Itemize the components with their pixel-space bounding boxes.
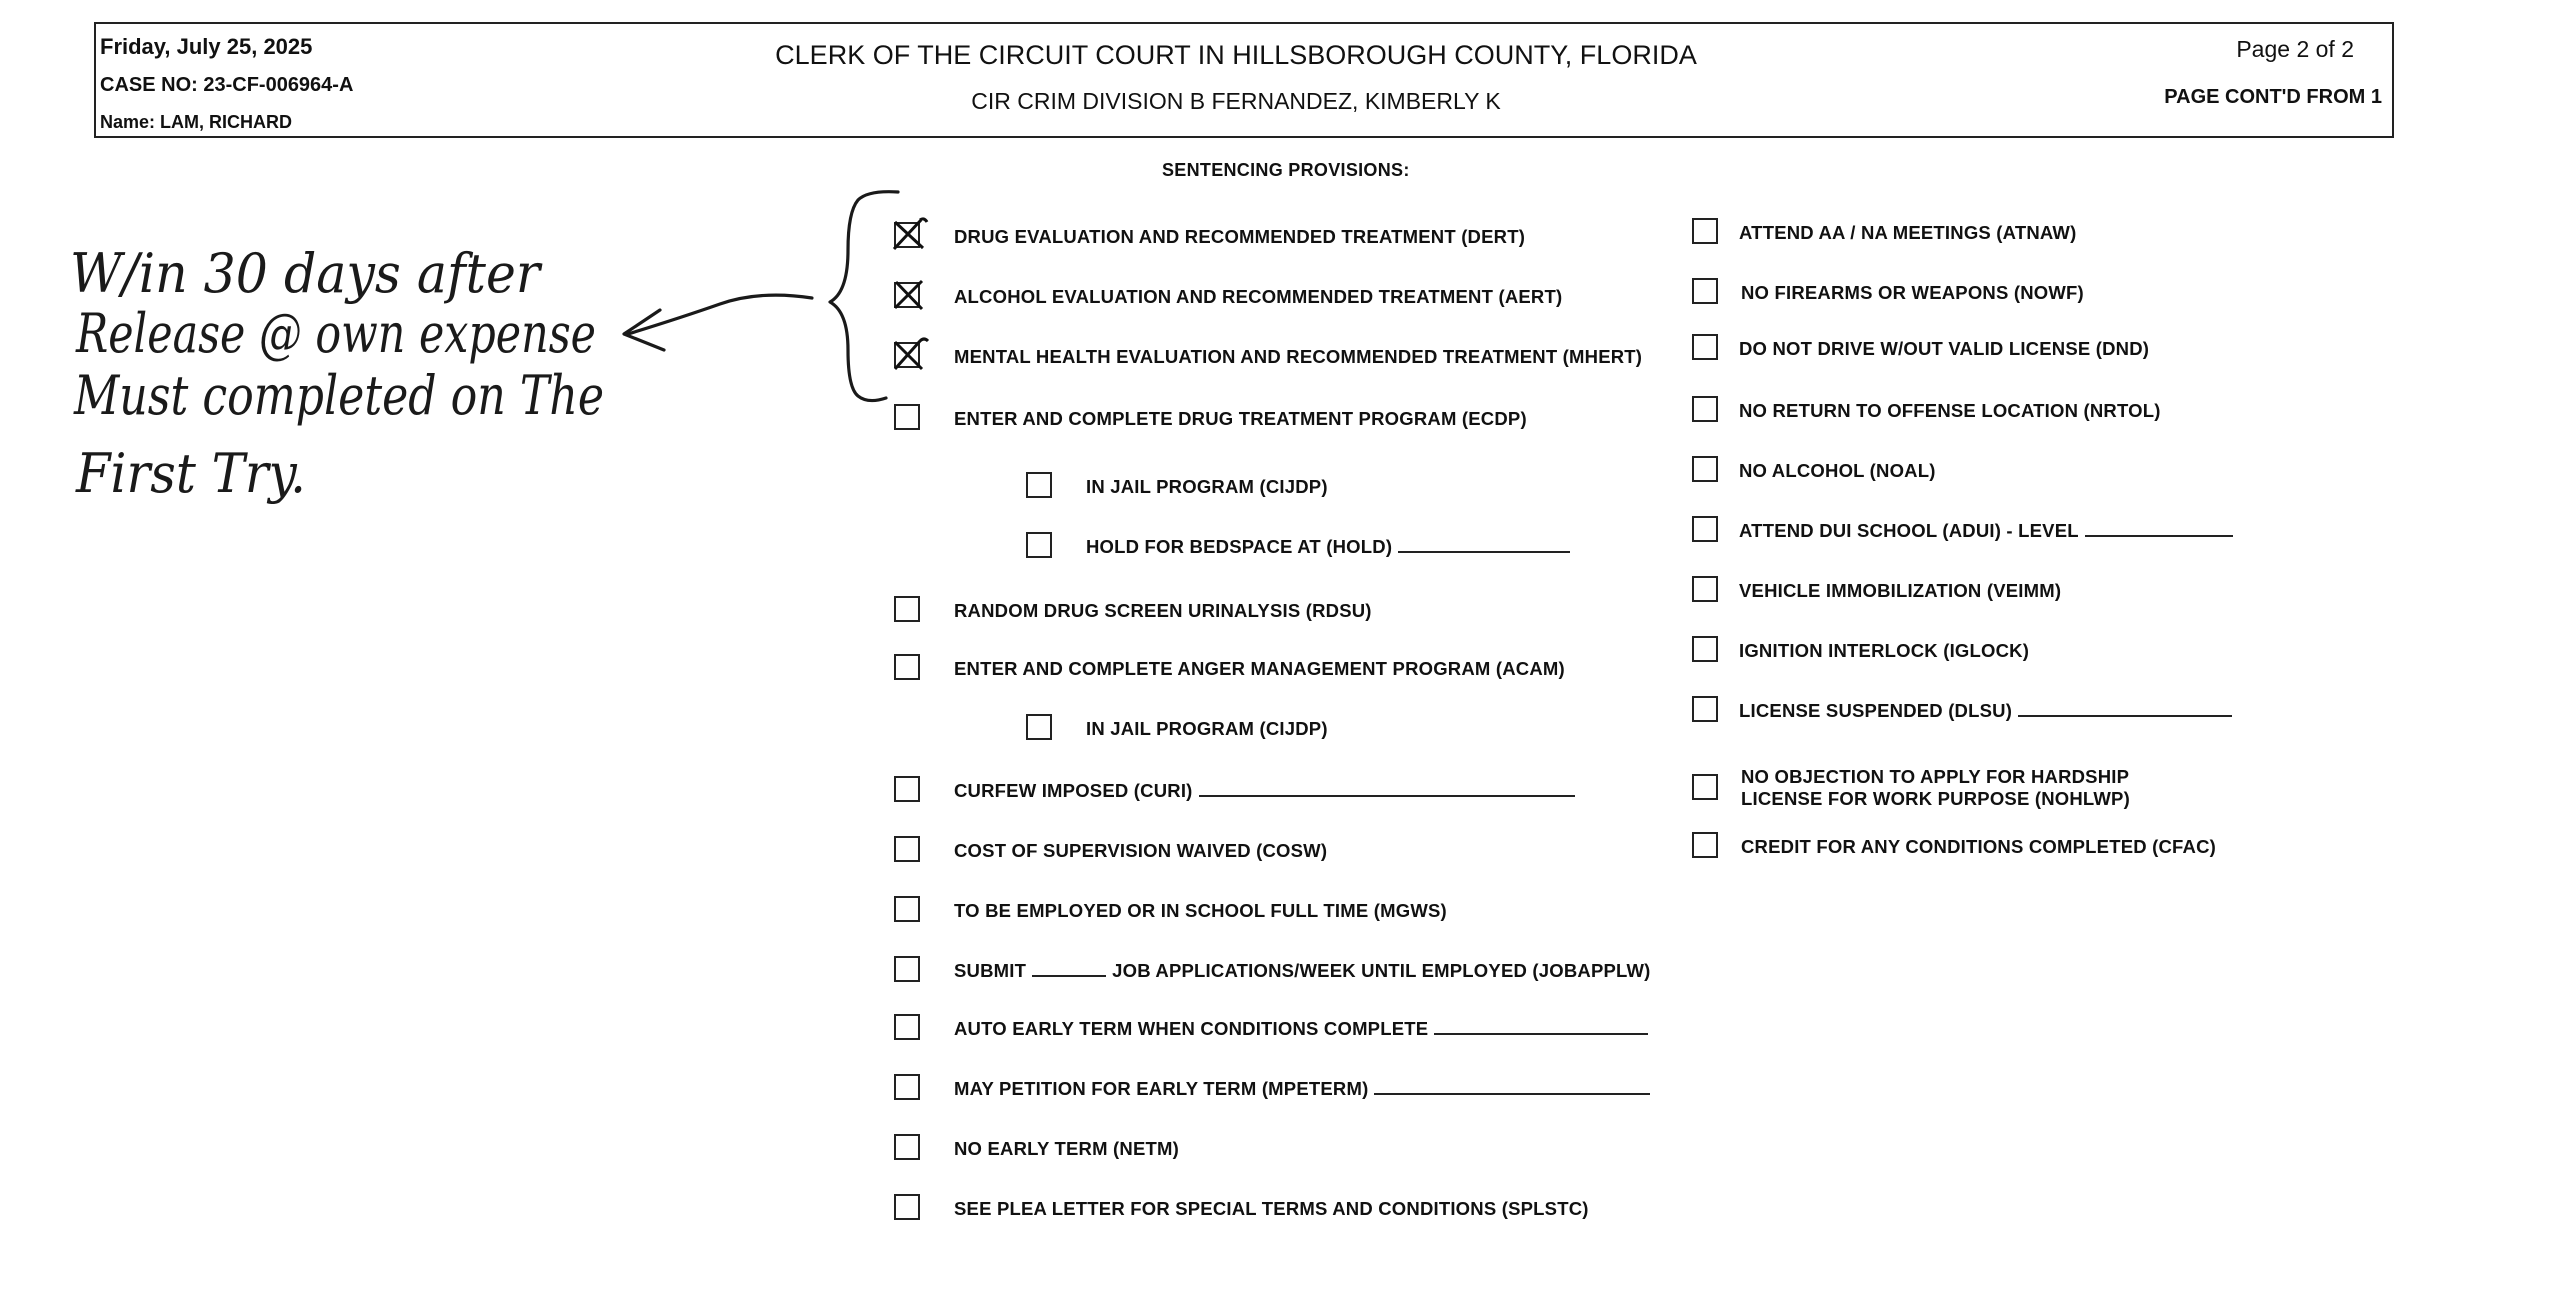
provision-label: IN JAIL PROGRAM (CIJDP) xyxy=(1086,476,1328,497)
provision-label: AUTO EARLY TERM WHEN CONDITIONS COMPLETE xyxy=(954,1018,1648,1040)
checkbox[interactable] xyxy=(894,404,920,430)
provision-label: RANDOM DRUG SCREEN URINALYSIS (RDSU) xyxy=(954,600,1372,621)
checkbox[interactable] xyxy=(1692,396,1718,422)
provision-label: NO RETURN TO OFFENSE LOCATION (NRTOL) xyxy=(1739,400,2161,421)
header-page-continued: PAGE CONT'D FROM 1 xyxy=(2164,86,2382,108)
checkbox[interactable] xyxy=(1692,334,1718,360)
fill-in-blank[interactable] xyxy=(1434,1019,1648,1035)
handwritten-note-line-1: W/in 30 days after xyxy=(70,242,543,305)
provision-label: VEHICLE IMMOBILIZATION (VEIMM) xyxy=(1739,580,2062,601)
provision-label: DO NOT DRIVE W/OUT VALID LICENSE (DND) xyxy=(1739,338,2150,359)
arrow-left-icon xyxy=(628,295,812,334)
header-division-judge: CIR CRIM DIVISION B FERNANDEZ, KIMBERLY K xyxy=(971,88,1501,114)
provision-label: NO OBJECTION TO APPLY FOR HARDSHIP LICENSE FOR WORK PURPOSE (NOHLWP) xyxy=(1741,766,2130,809)
provision-label: MENTAL HEALTH EVALUATION AND RECOMMENDED TREATMENT (MHERT) xyxy=(954,346,1643,367)
checkbox[interactable] xyxy=(1692,636,1718,662)
fill-in-blank[interactable] xyxy=(1398,537,1570,553)
checkbox[interactable] xyxy=(1692,218,1718,244)
checkbox[interactable] xyxy=(894,1074,920,1100)
fill-in-blank[interactable] xyxy=(2018,701,2232,717)
checkbox[interactable] xyxy=(1692,576,1718,602)
fill-in-blank[interactable] xyxy=(1032,961,1106,977)
provision-label: SEE PLEA LETTER FOR SPECIAL TERMS AND CONDITIONS (SPLSTC) xyxy=(954,1198,1589,1219)
handwritten-note-line-3: Must completed on The xyxy=(73,364,604,427)
check-x-icon xyxy=(890,336,930,376)
checkbox[interactable] xyxy=(894,1014,920,1040)
provision-label: MAY PETITION FOR EARLY TERM (MPETERM) xyxy=(954,1078,1650,1100)
handwritten-note-line-4: First Try. xyxy=(75,442,307,505)
provision-label: NO FIREARMS OR WEAPONS (NOWF) xyxy=(1741,282,2084,303)
checkbox[interactable] xyxy=(894,1194,920,1220)
checkbox[interactable] xyxy=(894,956,920,982)
section-title: SENTENCING PROVISIONS: xyxy=(1162,160,1410,180)
provision-label: TO BE EMPLOYED OR IN SCHOOL FULL TIME (MGWS) xyxy=(954,900,1447,921)
fill-in-blank[interactable] xyxy=(1374,1079,1650,1095)
provision-label: ENTER AND COMPLETE DRUG TREATMENT PROGRAM (ECDP) xyxy=(954,408,1527,429)
checkbox[interactable] xyxy=(894,776,920,802)
checkbox[interactable] xyxy=(1026,714,1052,740)
handwritten-note-line-2: Release @ own expense xyxy=(75,302,596,365)
header-court-title: CLERK OF THE CIRCUIT COURT IN HILLSBOROUGH COUNTY, FLORIDA xyxy=(775,40,1697,70)
provision-label: NO EARLY TERM (NETM) xyxy=(954,1138,1179,1159)
checkbox[interactable] xyxy=(1026,472,1052,498)
provision-label: IGNITION INTERLOCK (IGLOCK) xyxy=(1739,640,2030,661)
header-defendant-name: Name: LAM, RICHARD xyxy=(100,112,293,132)
checkbox[interactable] xyxy=(1026,532,1052,558)
checkbox[interactable] xyxy=(1692,832,1718,858)
provision-label: DRUG EVALUATION AND RECOMMENDED TREATMENT (DERT) xyxy=(954,226,1526,247)
checkbox[interactable] xyxy=(1692,516,1718,542)
provision-label: NO ALCOHOL (NOAL) xyxy=(1739,460,1936,481)
curly-bracket-icon xyxy=(830,192,898,401)
provision-label: COST OF SUPERVISION WAIVED (COSW) xyxy=(954,840,1328,861)
checkbox[interactable] xyxy=(894,896,920,922)
provision-label: ENTER AND COMPLETE ANGER MANAGEMENT PROGRAM (ACAM) xyxy=(954,658,1565,679)
provision-label: CURFEW IMPOSED (CURI) xyxy=(954,780,1575,802)
checkbox[interactable] xyxy=(1692,278,1718,304)
checkbox[interactable] xyxy=(1692,696,1718,722)
provision-label: IN JAIL PROGRAM (CIJDP) xyxy=(1086,718,1328,739)
checkbox[interactable] xyxy=(894,836,920,862)
check-x-icon xyxy=(890,276,930,316)
checkbox[interactable] xyxy=(894,1134,920,1160)
case-header xyxy=(94,22,2394,138)
provision-label: SUBMIT JOB APPLICATIONS/WEEK UNTIL EMPLOYED (JOBAPPLW) xyxy=(954,960,1651,981)
provision-label: LICENSE SUSPENDED (DLSU) xyxy=(1739,700,2232,722)
checkbox[interactable] xyxy=(894,596,920,622)
check-x-icon xyxy=(890,216,930,256)
header-page-number: Page 2 of 2 xyxy=(2236,36,2354,62)
checkbox[interactable] xyxy=(1692,456,1718,482)
checkbox[interactable] xyxy=(894,654,920,680)
fill-in-blank[interactable] xyxy=(1199,781,1575,797)
fill-in-blank[interactable] xyxy=(2085,521,2233,537)
provision-label: HOLD FOR BEDSPACE AT (HOLD) xyxy=(1086,536,1570,558)
provision-label: ATTEND DUI SCHOOL (ADUI) - LEVEL xyxy=(1739,520,2233,542)
provision-label: ATTEND AA / NA MEETINGS (ATNAW) xyxy=(1739,222,2077,243)
provision-label: ALCOHOL EVALUATION AND RECOMMENDED TREATMENT (AERT) xyxy=(954,286,1563,307)
checkbox[interactable] xyxy=(1692,774,1718,800)
provision-label: CREDIT FOR ANY CONDITIONS COMPLETED (CFAC) xyxy=(1741,836,2217,857)
header-case-number: CASE NO: 23-CF-006964-A xyxy=(100,74,354,96)
header-date: Friday, July 25, 2025 xyxy=(100,34,313,59)
